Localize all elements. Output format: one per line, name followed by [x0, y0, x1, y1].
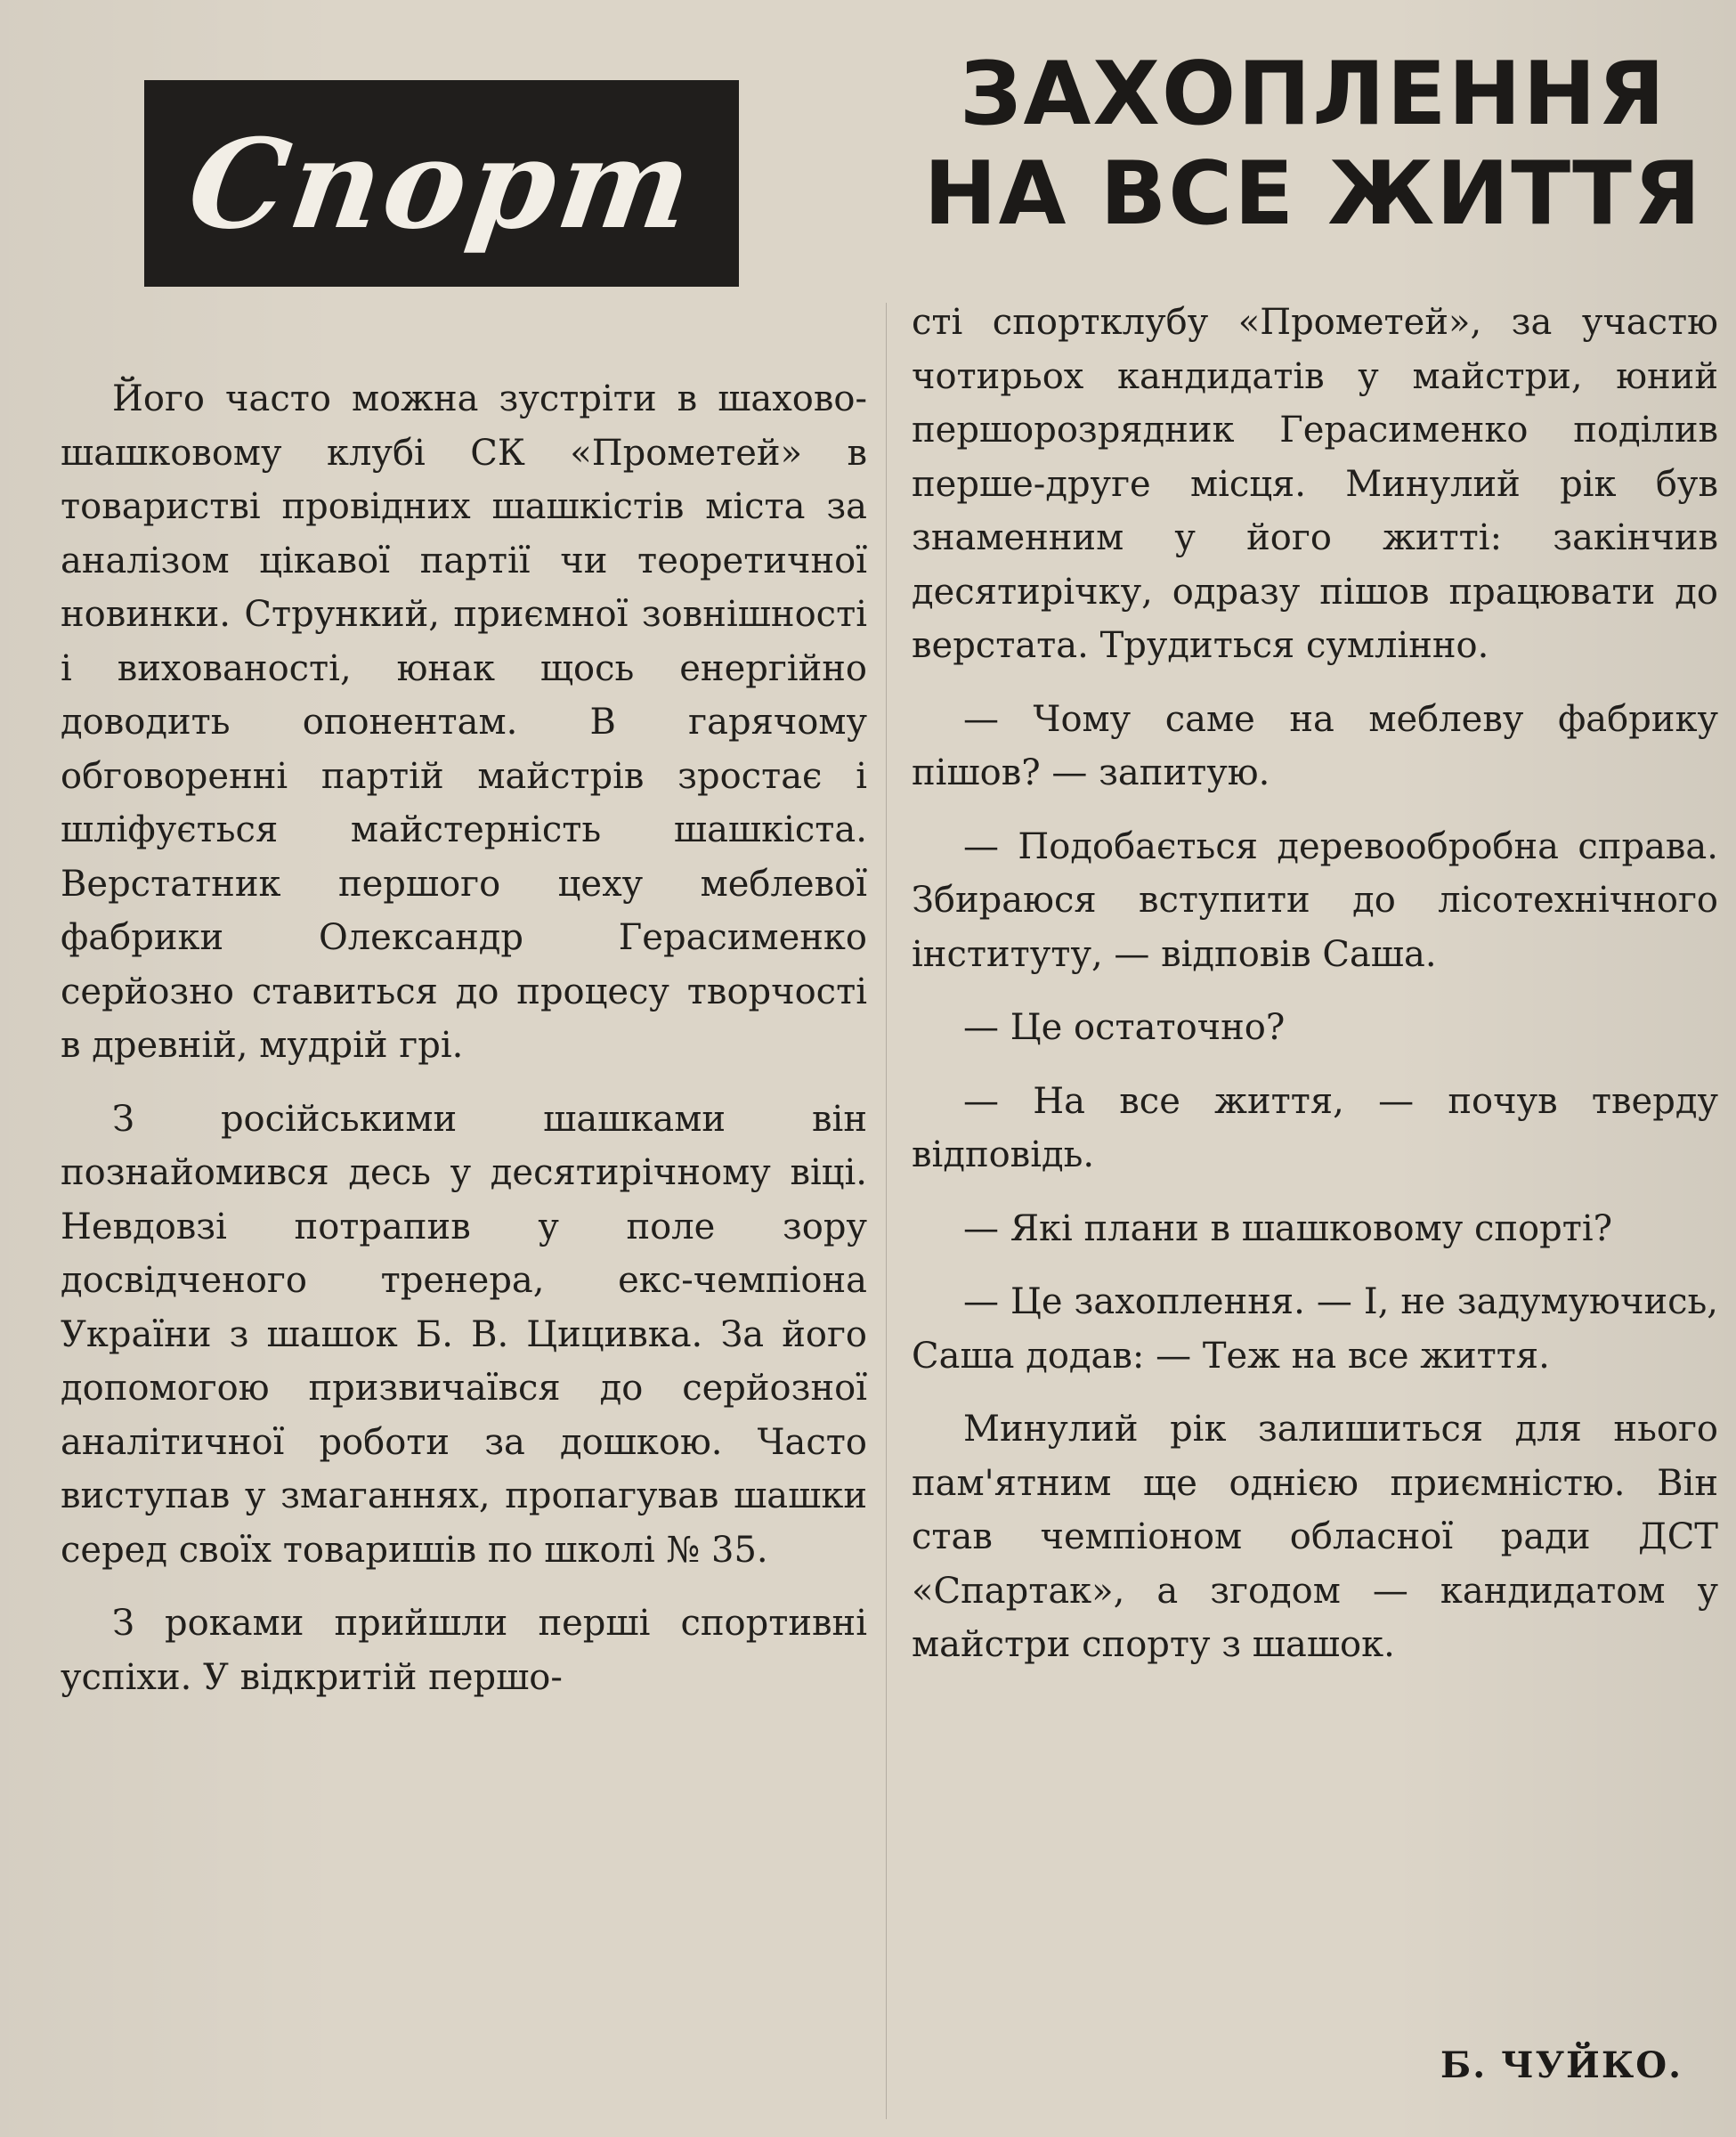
right-column [912, 296, 1718, 1672]
right-paragraph-3: — Подобається деревообробна справа. Збираюся вступити до лісотехнічного інституту, — відповів Саша. [912, 825, 1718, 975]
right-paragraph-1: сті спортклубу «Прометей», за участю чотирьох кандидатів у майстри, юний першорозрядник Герасименко поділив перше-друге місця. Минулий рік був знаменним у його житті: закінчив десятирічку, одразу пішов працювати до верстата. Трудиться сумлінно. [912, 302, 1718, 666]
column-divider [886, 303, 887, 2119]
author-signature: Б. ЧУЙКО. [1440, 2044, 1683, 2086]
article-headline [899, 45, 1727, 244]
rubric-title: Спорт [180, 110, 703, 256]
left-paragraph-3: З роками прийшли перші спортивні успіхи. У відкритій першо- [61, 1603, 867, 1698]
right-paragraph-2: — Чому саме на меблеву фабрику пішов? — запитую. [912, 698, 1718, 793]
left-paragraph-2: З російськими шашками він познайомився десь у десятирічному віці. Невдовзі потрапив у поле зору досвідченого тренера, екс-чемпіона України з шашок Б. В. Цицивка. За його допомогою призвичаївся до серйозної аналітичної роботи за дошкою. Часто виступав у змаганнях, пропагував шашки серед своїх товаришів по школі № 35. [61, 1098, 867, 1571]
left-paragraph-1: Його часто можна зустріти в шахово-шашковому клубі СК «Прометей» в товаристві провідних шашкістів міста за аналізом цікавої партії чи теоретичної новинки. Стрункий, приємної зовнішності і вихованості, юнак щось енергійно доводить опонентам. В гарячому обговоренні партій майстрів зростає і шліфується майстерність шашкіста. Верстатник першого цеху меблевої фабрики Олександр Герасименко серйозно ставиться до процесу творчості в древній, мудрій грі. [61, 378, 867, 1066]
right-paragraph-8: Минулий рік залишиться для нього пам'ятним ще однією приємністю. Він став чемпіоном обласної ради ДСТ «Спартак», а згодом — кандидатом у майстри спорту з шашок. [912, 1409, 1718, 1665]
right-paragraph-7: — Це захоплення. — І, не задумуючись, Саша додав: — Теж на все життя. [912, 1281, 1718, 1377]
sport-rubric-banner [144, 80, 739, 287]
right-paragraph-4: — Це остаточно? [963, 1007, 1286, 1048]
headline-line-1: ЗАХОПЛЕННЯ [959, 44, 1667, 145]
left-column [61, 372, 867, 1704]
right-paragraph-6: — Які плани в шашковому спорті? [963, 1207, 1613, 1249]
headline-line-2: НА ВСЕ ЖИТТЯ [923, 143, 1703, 245]
right-paragraph-5: — На все життя, — почув тверду відповідь. [912, 1080, 1718, 1175]
